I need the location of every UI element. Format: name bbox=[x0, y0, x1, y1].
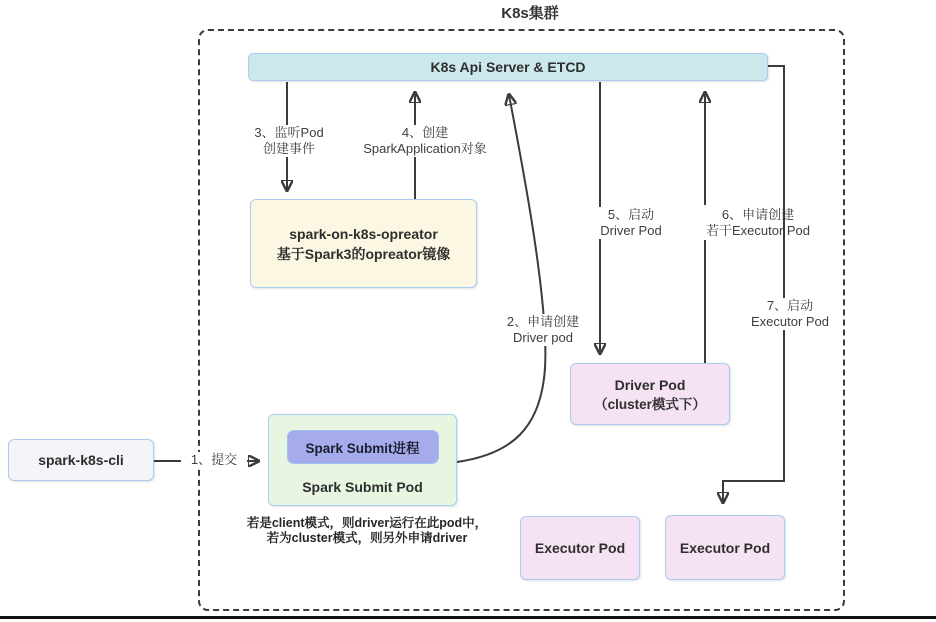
operator-name-label: spark-on-k8s-opreator bbox=[289, 225, 438, 242]
edge-1-label: 1、提交 bbox=[181, 452, 247, 468]
edge-7-start-executor-arrow bbox=[723, 66, 784, 502]
window-bottom-border bbox=[0, 616, 936, 619]
submit-process-label: Spark Submit进程 bbox=[305, 441, 420, 456]
cli-label: spark-k8s-cli bbox=[38, 452, 124, 468]
edge-2-label: 2、申请创建 Driver pod bbox=[496, 314, 590, 346]
edge-4-label: 4、创建 SparkApplication对象 bbox=[355, 125, 495, 157]
edge-6-label: 6、申请创建 若干Executor Pod bbox=[705, 207, 811, 238]
driver-pod-label: Driver Pod bbox=[614, 376, 686, 393]
operator-desc-label: 基于Spark3的opreator镜像 bbox=[276, 245, 451, 262]
api-server-label: K8s Api Server & ETCD bbox=[430, 59, 586, 75]
driver-pod-mode-label: （cluster模式下） bbox=[594, 396, 706, 412]
edge-5-label: 5、启动 Driver Pod bbox=[588, 207, 674, 239]
edge-3-label: 3、监听Pod 创建事件 bbox=[243, 125, 335, 157]
client-mode-note: 若是client模式，则driver运行在此pod中， 若为cluster模式，则另外申请driver bbox=[246, 516, 488, 545]
executor-pod-left-label: Executor Pod bbox=[534, 540, 626, 556]
diagram-title: K8s集群 bbox=[501, 5, 559, 22]
edge-7-label: 7、启动 Executor Pod bbox=[744, 298, 836, 330]
submit-pod-label: Spark Submit Pod bbox=[302, 479, 423, 495]
executor-pod-right-label: Executor Pod bbox=[679, 539, 771, 556]
